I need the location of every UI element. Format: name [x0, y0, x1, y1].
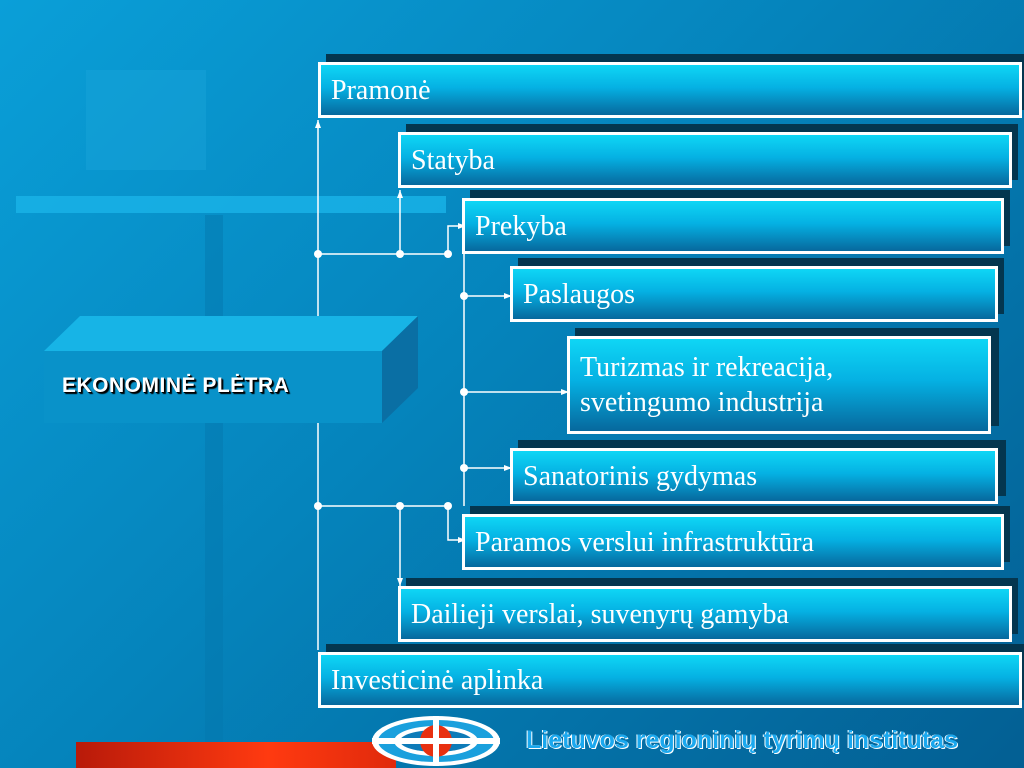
institute-name: Lietuvos regioninių tyrimų institutas: [526, 726, 958, 754]
center-label: EKONOMINĖ PLĖTRA: [62, 374, 290, 397]
item-label: Paramos verslui infrastruktūra: [475, 526, 815, 558]
item-label-line2: svetingumo industrija: [580, 387, 824, 418]
item-label: Dailieji verslai, suvenyrų gamyba: [411, 598, 789, 630]
item-label: Paslaugos: [523, 278, 635, 310]
item-label: Statyba: [411, 144, 495, 176]
item-label-line1: Turizmas ir rekreacija,: [580, 352, 834, 383]
item-label: Investicinė aplinka: [331, 664, 544, 696]
item-label: Prekyba: [475, 210, 567, 242]
item-label: Pramonė: [331, 74, 431, 106]
item-label: Sanatorinis gydymas: [523, 460, 758, 492]
